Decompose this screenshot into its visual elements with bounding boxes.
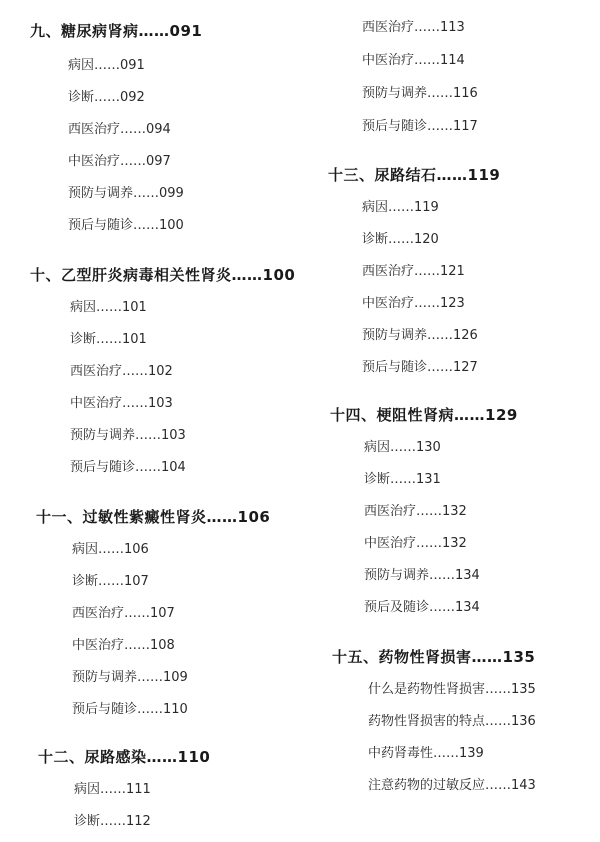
toc-entry: 病因……119 [362, 200, 439, 215]
toc-entry: 病因……101 [70, 300, 147, 315]
toc-entry: 预防与调养……109 [72, 670, 188, 685]
toc-entry: 预防与调养……126 [362, 328, 478, 343]
toc-entry: 注意药物的过敏反应……143 [368, 778, 536, 793]
toc-entry: 中医治疗……097 [68, 154, 171, 169]
section-heading: 十、乙型肝炎病毒相关性肾炎……100 [30, 266, 296, 284]
toc-entry: 中药肾毒性……139 [368, 746, 484, 761]
toc-entry: 什么是药物性肾损害……135 [368, 682, 536, 697]
toc-entry: 预后与随诊……110 [72, 702, 188, 717]
toc-entry: 病因……091 [68, 58, 145, 73]
section-heading: 十五、药物性肾损害……135 [332, 648, 536, 666]
toc-entry: 预后与随诊……127 [362, 360, 478, 375]
toc-entry: 西医治疗……107 [72, 606, 175, 621]
toc-entry: 病因……111 [74, 782, 151, 797]
toc-entry: 西医治疗……102 [70, 364, 173, 379]
section-heading: 九、糖尿病肾病……091 [30, 22, 203, 40]
toc-entry: 预后及随诊……134 [364, 600, 480, 615]
toc-entry: 药物性肾损害的特点……136 [368, 714, 536, 729]
toc-entry: 西医治疗……132 [364, 504, 467, 519]
section-heading: 十三、尿路结石……119 [328, 166, 501, 184]
toc-entry: 西医治疗……113 [362, 20, 465, 35]
toc-entry: 预后与随诊……104 [70, 460, 186, 475]
toc-entry: 中医治疗……103 [70, 396, 173, 411]
toc-entry: 诊断……107 [72, 574, 149, 589]
section-heading: 十二、尿路感染……110 [38, 748, 211, 766]
toc-entry: 预防与调养……134 [364, 568, 480, 583]
toc-entry: 病因……106 [72, 542, 149, 557]
toc-entry: 病因……130 [364, 440, 441, 455]
toc-entry: 中医治疗……108 [72, 638, 175, 653]
toc-entry: 诊断……131 [364, 472, 441, 487]
toc-entry: 预后与随诊……117 [362, 119, 478, 134]
toc-entry: 西医治疗……094 [68, 122, 171, 137]
toc-entry: 预后与随诊……100 [68, 218, 184, 233]
toc-entry: 中医治疗……123 [362, 296, 465, 311]
toc-entry: 预防与调养……116 [362, 86, 478, 101]
section-heading: 十一、过敏性紫癜性肾炎……106 [36, 508, 271, 526]
toc-entry: 诊断……120 [362, 232, 439, 247]
toc-entry: 诊断……112 [74, 814, 151, 829]
toc-entry: 中医治疗……114 [362, 53, 465, 68]
toc-entry: 西医治疗……121 [362, 264, 465, 279]
section-heading: 十四、梗阻性肾病……129 [330, 406, 518, 424]
toc-entry: 中医治疗……132 [364, 536, 467, 551]
toc-entry: 诊断……092 [68, 90, 145, 105]
toc-entry: 预防与调养……103 [70, 428, 186, 443]
toc-entry: 诊断……101 [70, 332, 147, 347]
toc-entry: 预防与调养……099 [68, 186, 184, 201]
